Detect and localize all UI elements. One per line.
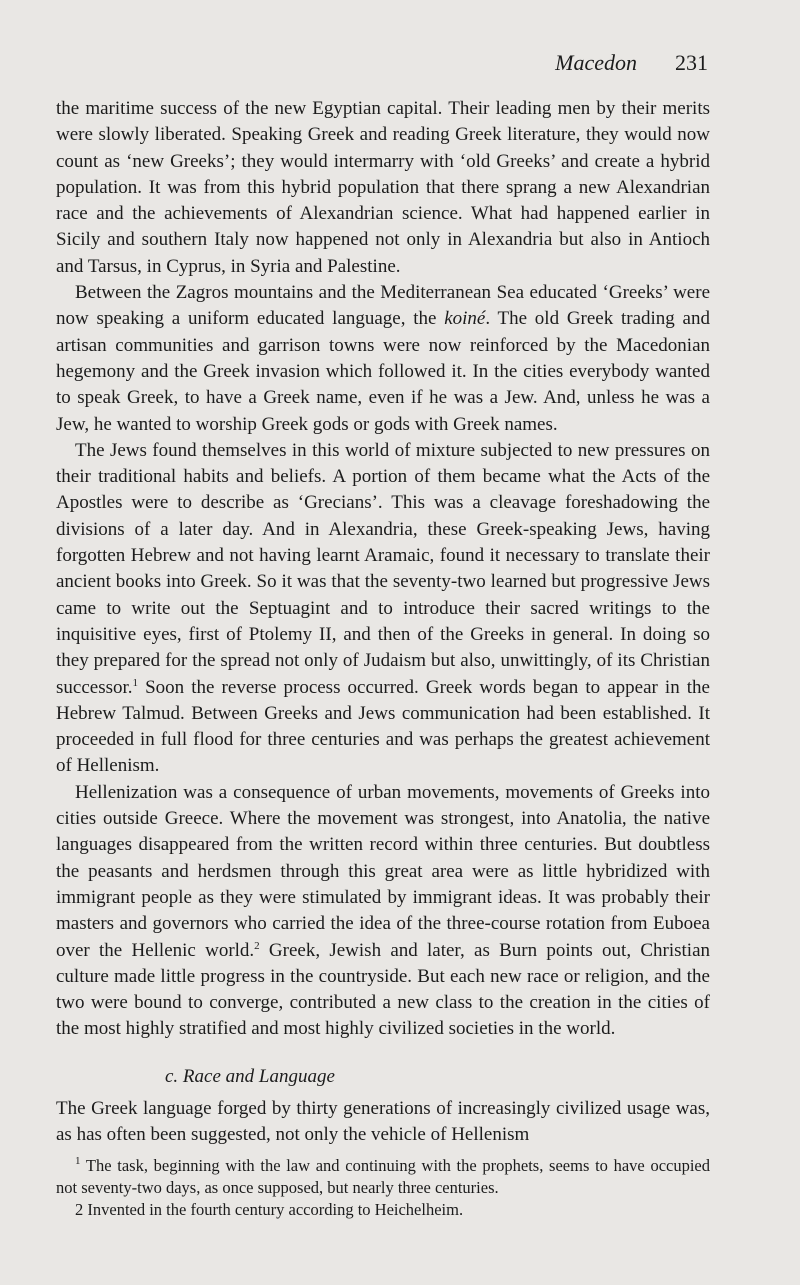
section-heading: c. Race and Language [165, 1065, 335, 1087]
footnote: $^1$ The task, beginning with the law and continuing with the prophets, seems to have occupied not seventy-two days, as once supposed, but nearly three centuries. [56, 1154, 710, 1197]
body-text [56, 96, 710, 1221]
footnote-ref: 1 [132, 676, 139, 689]
footnote: 2 Invented in the fourth century according to Heichelheim. [75, 1199, 464, 1219]
italic-term: koiné [444, 308, 486, 330]
page-number: 231 [675, 50, 708, 75]
paragraph: the maritime success of the new Egyptian capital. Their leading men by their merits were slowly liberated. Speaking Greek and reading Greek literature, they would now count as ‘new Greeks’; they would intermarry with ‘old Greeks’ and create a hybrid population. It was from this hybrid population that there sprang a new Alexandrian race and the achievements of Alexandrian science. What had happened earlier in Sicily and southern Italy now happened not only in Alexandria but also in Antioch and Tarsus, in Cyprus, in Syria and Palestine. [56, 98, 710, 277]
chapter-title: Macedon [555, 50, 637, 75]
running-header [555, 50, 708, 76]
paragraph: The Jews found themselves in this world of mixture subjected to new pressures on their traditional habits and beliefs. A portion of them became what the Acts of the Apostles were to describe as ‘Grecians’. This was a cleavage foreshadowing the divisions of a later day. And in Alexandria, these Greek-speaking Jews, having forgotten Hebrew and not having learnt Aramaic, found it necessary to translate their ancient books into Greek. So it was that the seventy-two learned but progressive Jews came to write out the Septuagint and to introduce their sacred writings to the inquisitive eyes, first of Ptolemy II, and then of the Greeks in general. In doing so they prepared for the spread not only of Judaism but also, unwittingly, of its Christian successor.$^1$ Soon the reverse process occurred. Greek words began to appear in the Hebrew Talmud. Between Greeks and Jews communication had been established. It proceeded in full flood for three centuries and was perhaps the greatest achievement of Hellenism. [56, 439, 710, 777]
paragraph: The Greek language forged by thirty generations of increasingly civilized usage was, as has often been suggested, not only the vehicle of Hellenism [56, 1097, 710, 1146]
footnotes [56, 1155, 710, 1221]
paragraph: Hellenization was a consequence of urban movements, movements of Greeks into cities outside Greece. Where the movement was strongest, into Anatolia, the native languages disappeared from the written record within three centuries. But doubtless the peasants and herdsmen through this great area were as little hybridized with immigrant people as they were stimulated by immigrant ideas. It was probably their masters and governors who carried the idea of the three-course rotation from Euboea over the Hellenic world.$^2$ Greek, Jewish and later, as Burn points out, Christian culture made little progress in the countryside. But each new race or religion, and the two were bound to converge, contributed a new class to the creation in the cities of the most highly stratified and most highly civilized societies in the world. [56, 781, 710, 1040]
paragraph: Between the Zagros mountains and the Mediterranean Sea educated ‘Greeks’ were now speaking a uniform educated language, the koiné. The old Greek trading and artisan communities and garrison towns were now reinforced by the Macedonian hegemony and the Greek invasion which followed it. In the cities everybody wanted to speak Greek, to have a Greek name, even if he was a Jew. And, unless he was a Jew, he wanted to worship Greek gods or gods with Greek names. [56, 282, 710, 435]
footnote-ref: 2 [254, 939, 260, 952]
